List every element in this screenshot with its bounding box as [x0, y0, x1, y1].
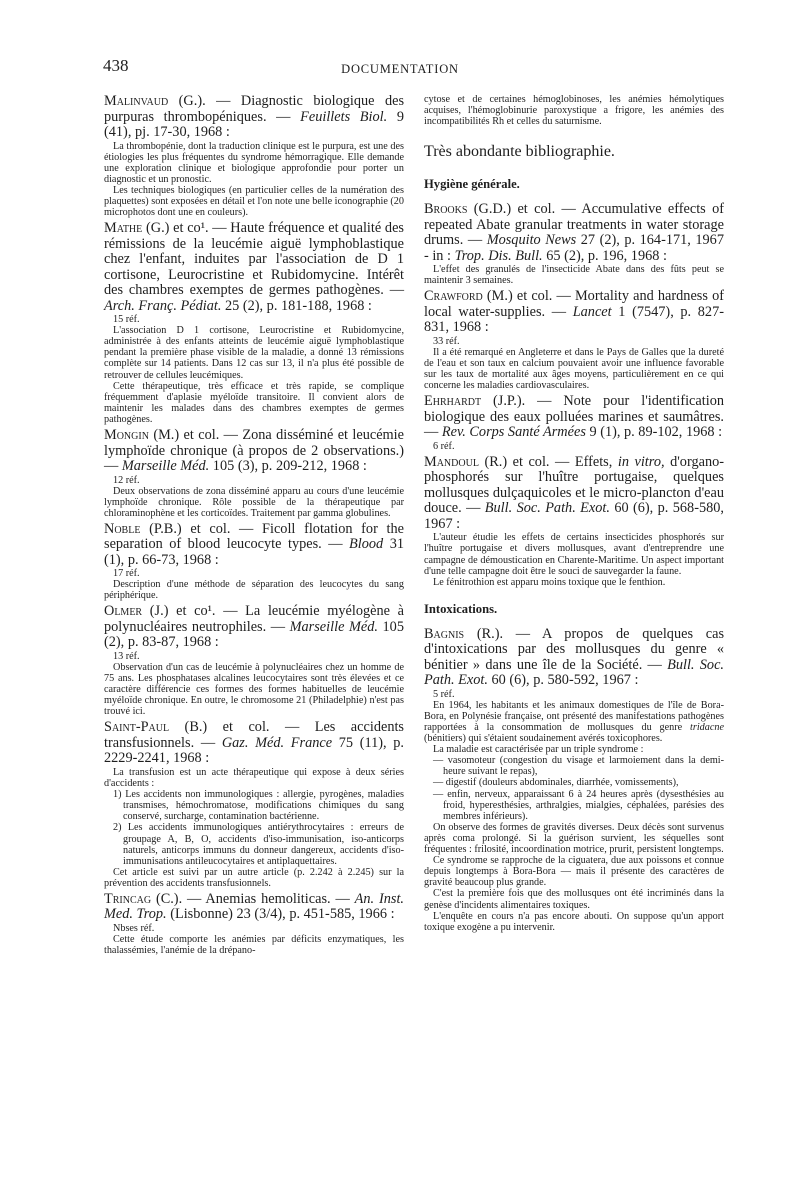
entry-author: Mandoul (R.) [424, 453, 508, 470]
entry-summary: La transfusion est un acte thérapeutique qui expose à deux séries d'accidents : [104, 766, 404, 790]
left-column [104, 94, 404, 959]
page-number: 438 [103, 56, 129, 75]
entry-citation: 27 (2), p. 164-171, 1967 - in : [424, 232, 724, 264]
entry-author: Trincag (C.). [104, 890, 183, 907]
entry-source: Arch. Franç. Pédiat. [104, 297, 222, 314]
bibliography-entry [424, 627, 724, 933]
right-column [424, 94, 724, 936]
entry-title: — Anemias hemoliticas. — [182, 890, 355, 907]
entry-refs: 5 réf. [433, 688, 455, 700]
entry-title-rest: d'organo-phosphorés sur l'huître portugaise, quelques mollusques dulçaquicoles et le micro-plancton d'eau douce. — [424, 453, 724, 517]
bibliography-entry [424, 394, 724, 452]
entry-refs: 12 réf. [113, 474, 140, 486]
list-item: — vasomoteur (congestion du visage et larmoiement dans la demi-heure suivant le repas), [433, 755, 724, 778]
list-item: 2) Les accidents immunologiques antiérythrocytaires : erreurs de groupage A, B, O, accidents d'iso-immunisation, iso-anticorps naturels, anticorps immuns du donneur dangereux, accidents d'iso-immunisations antileucocytaires et antiplaquettaires. [113, 822, 404, 867]
summary-italic: tridacne [690, 722, 724, 733]
entry-title: — A propos de quelques cas d'intoxications par des mollusques du genre « bénitier » dans une île de la Société. — [424, 625, 725, 673]
bibliography-entry [424, 289, 724, 391]
entry-source: Gaz. Méd. France [221, 734, 333, 751]
entry-summary: L'effet des granulés de l'insecticide Abate dans des fûts peut se maintenir 3 semaines. [424, 264, 724, 287]
entry-citation: 75 (11), p. 2229-2241, 1968 : [104, 734, 404, 767]
entry-source: An. Inst. Med. Trop. [104, 890, 404, 923]
entry-summary: C'est la première fois que des mollusques ont été incriminés dans la genèse d'incidents alimentaires toxiques. [424, 888, 724, 911]
running-head: DOCUMENTATION [341, 62, 459, 76]
entry-summary: Ce syndrome se rapproche de la ciguatera, due aux poissons et connue depuis longtemps à Bora-Bora — mais il présente des caractères de gravité beaucoup plus grande. [424, 855, 724, 889]
entry-author: Crawford (M.) [424, 288, 513, 305]
entry-summary: La thrombopénie, dont la traduction clinique est le purpura, est une des étiologies les plus fréquentes du syndrome hémorragique. Elle demande une exploration clinique et biologique approfondie pour porter un diagnostic et un pronostic. [104, 140, 404, 185]
entry-refs: Nbses réf. [113, 922, 155, 934]
entry-heading [424, 455, 724, 533]
entry-title: et col. — Effets, [507, 453, 618, 470]
entry-citation: 1 (7547), p. 827-831, 1968 : [424, 303, 724, 336]
entry-refs: 17 réf. [113, 568, 140, 580]
entry-heading [424, 394, 724, 441]
entry-source: Marseille Méd. [289, 618, 378, 635]
entry-citation: 25 (2), p. 181-188, 1968 : [221, 297, 372, 314]
entry-title: et col. — Zona disséminé et leucémie lymphoïde chronique (à propos de 2 observations.) — [104, 427, 404, 474]
entry-heading [104, 221, 404, 314]
bibliography-entry [104, 94, 404, 218]
bibliography-entry [104, 221, 404, 425]
list-item: — digestif (douleurs abdominales, diarrhée, vomissements), [433, 777, 679, 789]
entry-citation: 60 (6), p. 580-592, 1967 : [487, 672, 639, 689]
entry-title: — Note pour l'identification biologique des eaux polluées marines et saumâtres. — [424, 393, 724, 441]
entry-summary: Le fénitrothion est apparu moins toxique que le fenthion. [433, 576, 666, 588]
entry-summary: Cette thérapeutique, très efficace et très rapide, se complique fréquemment d'aplasie myéloïde transitoire. Il convient alors de maintenir les malades dans des chambres exemptes de germes pathogènes. [104, 380, 404, 425]
bibliography-entry [424, 202, 724, 286]
bibliography-entry [104, 604, 404, 717]
entry-refs: 33 réf. [433, 335, 460, 347]
entry-author: Brooks (G.D.) [424, 201, 512, 218]
bibliography-entry [424, 455, 724, 588]
continued-summary: cytose et de certaines hémoglobinoses, les anémies hémolytiques acquises, l'hémoglobinurie paroxystique a frigore, les anémies des incompatibilités Rh et celles du saturnisme. [424, 94, 724, 128]
entry-summary: Description d'une méthode de séparation des leucocytes du sang périphérique. [104, 579, 404, 602]
entry-author: Olmer (J.) [104, 603, 169, 620]
entry-summary: L'enquête en cours n'a pas encore abouti. On suppose qu'un apport toxique exogène a pu intervenir. [424, 910, 724, 933]
entry-citation: 60 (6), p. 568-580, 1967 : [424, 500, 724, 532]
entry-heading [104, 522, 404, 569]
list-item: 1) Les accidents non immunologiques : allergie, pyrogènes, maladies transmises, hémochromatose, modifications chimiques du sang conservé, surcharge, contamination bactérienne. [113, 789, 404, 823]
entry-summary: Cette étude comporte les anémies par déficits enzymatiques, les thalassémies, l'anémie de la drépano- [104, 933, 404, 957]
entry-source: Rev. Corps Santé Armées [441, 424, 586, 441]
continued-note: Très abondante bibliographie. [424, 143, 615, 161]
entry-citation: 105 (3), p. 209-212, 1968 : [209, 458, 367, 474]
entry-source: Marseille Méd. [121, 458, 210, 474]
entry-citation: 31 (1), p. 66-73, 1968 : [104, 536, 404, 568]
entry-list [104, 789, 404, 867]
entry-title: et col. — Accumulative effects of repeated Abate granular treatments in water storage drums. — [424, 201, 725, 249]
entry-citation-secondary: 65 (2), p. 196, 1968 : [542, 247, 667, 264]
summary-text: En 1964, les habitants et les animaux domestiques de l'île de Bora-Bora, en Polynésie française, ont présenté des manifestations pathogènes rapportées à la consommation de mollusques du genre [424, 699, 724, 733]
entry-heading [104, 94, 404, 141]
entry-title: et col. — Les accidents transfusionnels. — [104, 719, 404, 751]
entry-title: — Diagnostic biologique des purpuras thrombopéniques. — [104, 93, 405, 125]
entry-summary [424, 700, 724, 744]
entry-author: Mongin (M.) [104, 427, 180, 443]
entry-heading [424, 289, 724, 336]
entry-citation: 105 (2), p. 83-87, 1968 : [104, 618, 404, 651]
entry-author: Malinvaud (G.). [104, 93, 206, 109]
entry-source: Bull. Soc. Path. Exot. [484, 500, 610, 517]
entry-author: Mathe (G.) [104, 220, 170, 237]
entry-heading [424, 202, 724, 264]
entry-refs: 15 réf. [113, 314, 140, 326]
entry-heading [424, 627, 724, 689]
entry-source: Feuillets Biol. [300, 108, 388, 125]
entry-title: et col. — Mortality and hardness of local water-supplies. — [424, 288, 724, 320]
entry-summary: Cet article est suivi par un autre article (p. 2.242 à 2.245) sur la prévention des accidents transfusionnels. [104, 866, 404, 889]
entry-source: Mosquito News [486, 232, 577, 249]
entry-title-italic: in vitro, [617, 453, 665, 470]
entry-summary: Les techniques biologiques (en particulier celles de la numération des plaquettes) sont exposées en détail et l'on note une belle iconographie (20 microphotos dont une en couleurs). [104, 184, 404, 219]
entry-summary: Observation d'un cas de leucémie à polynucléaires chez un homme de 75 ans. Les phosphatases alcalines leucocytaires sont très élevées et ce caractère différencie ces formes des formes habituelles de leucémie myéloïde chronique. En outre, le chromosome 21 (Philadelphie) n'est pas trouvé ici. [104, 661, 404, 718]
bibliography-entry [104, 720, 404, 889]
entry-summary: L'auteur étudie les effets de certains insecticides phosphorés sur l'huître portugaise et divers mollusques, avant d'entreprendre une campagne de démoustication en Charente-Maritime. Un aspect important d'une telle campagne doit être le souci de sauvegarder la faune. [424, 532, 724, 577]
bibliography-entry [104, 428, 404, 519]
entry-summary: On observe des formes de gravités diverses. Deux décès sont survenus après coma prolongé. Si la guérison survient, les séquelles sont fréquentes : frilosité, incoordination motrice, prurit, persistent longtemps. [424, 821, 724, 856]
summary-text-rest: (bénitiers) qui s'étaient soudainement avérés toxicophores. [424, 733, 663, 745]
entry-summary: L'association D 1 cortisone, Leurocristine et Rubidomycine, administrée à des enfants atteints de leucémie aiguë lymphoblastique pendant la première phase visible de la maladie, a donné 13 rémissions complète sur 14 patients. Dans 12 cas sur 13, il n'a plus été possible de retrouver de cellules leucémiques. [104, 325, 404, 381]
bibliography-entry [104, 892, 404, 956]
entry-heading [104, 428, 404, 475]
entry-title: et co¹. — Haute fréquence et qualité des rémissions de la leucémie aiguë lymphoblastique chez l'enfant, induites par l'association de D 1 cortisone, Leurocristine et Rubidomycine. Intérêt des chambres exemptes de germes pathogènes. — [104, 220, 404, 299]
entry-citation: 9 (1), p. 89-102, 1968 : [585, 424, 723, 441]
entry-refs: 6 réf. [433, 440, 455, 452]
entry-source: Lancet [572, 303, 612, 320]
entry-title: et co¹. — La leucémie myélogène à polynucléaires neutrophiles. — [104, 603, 404, 635]
entry-heading [104, 892, 404, 923]
section-heading-intoxications: Intoxications. [424, 601, 498, 616]
entry-source-secondary: Trop. Dis. Bull. [454, 247, 543, 264]
entry-author: Ehrhardt (J.P.). [424, 393, 526, 410]
entry-citation: 9 (41), pj. 17-30, 1968 : [104, 108, 405, 140]
entry-heading [104, 604, 404, 651]
entry-author: Bagnis (R.). [424, 625, 504, 642]
entry-title: et col. — Ficoll flotation for the separation of blood leucocyte types. — [104, 520, 404, 553]
entry-summary: La maladie est caractérisée par un triple syndrome : [433, 744, 644, 756]
entry-source: Blood [349, 536, 384, 553]
list-item: — enfin, nerveux, apparaissant 6 à 24 heures après (dysesthésies au froid, hyperesthésies, arthralgies, mialgies, céphalées, parésies des membres inférieurs). [433, 788, 724, 822]
entry-author: Noble (P.B.) [104, 520, 182, 537]
entry-citation: (Lisbonne) 23 (3/4), p. 451-585, 1966 : [166, 906, 395, 923]
entry-summary: Deux observations de zona disséminé apparu au cours d'une leucémie lymphoïde chronique. Rôle possible de la thérapeutique par chloraminophène et les corticoïdes. Traitement par gamma globulines. [104, 485, 404, 519]
section-heading-hygiene: Hygiène générale. [424, 177, 520, 192]
bibliography-entry [104, 522, 404, 602]
entry-summary: Il a été remarqué en Angleterre et dans le Pays de Galles que la dureté de l'eau et son taux en calcium pouvaient avoir une influence favorable sur les taux de mortalité aux âges moyens, particulièrement en ce qui concerne les maladies cardiovasculaires. [424, 346, 724, 392]
entry-refs: 13 réf. [113, 650, 140, 662]
entry-author: Saint-Paul (B.) [104, 719, 208, 736]
entry-heading [104, 720, 404, 767]
entry-source: Bull. Soc. Path. Exot. [424, 656, 724, 689]
entry-list [424, 755, 724, 822]
